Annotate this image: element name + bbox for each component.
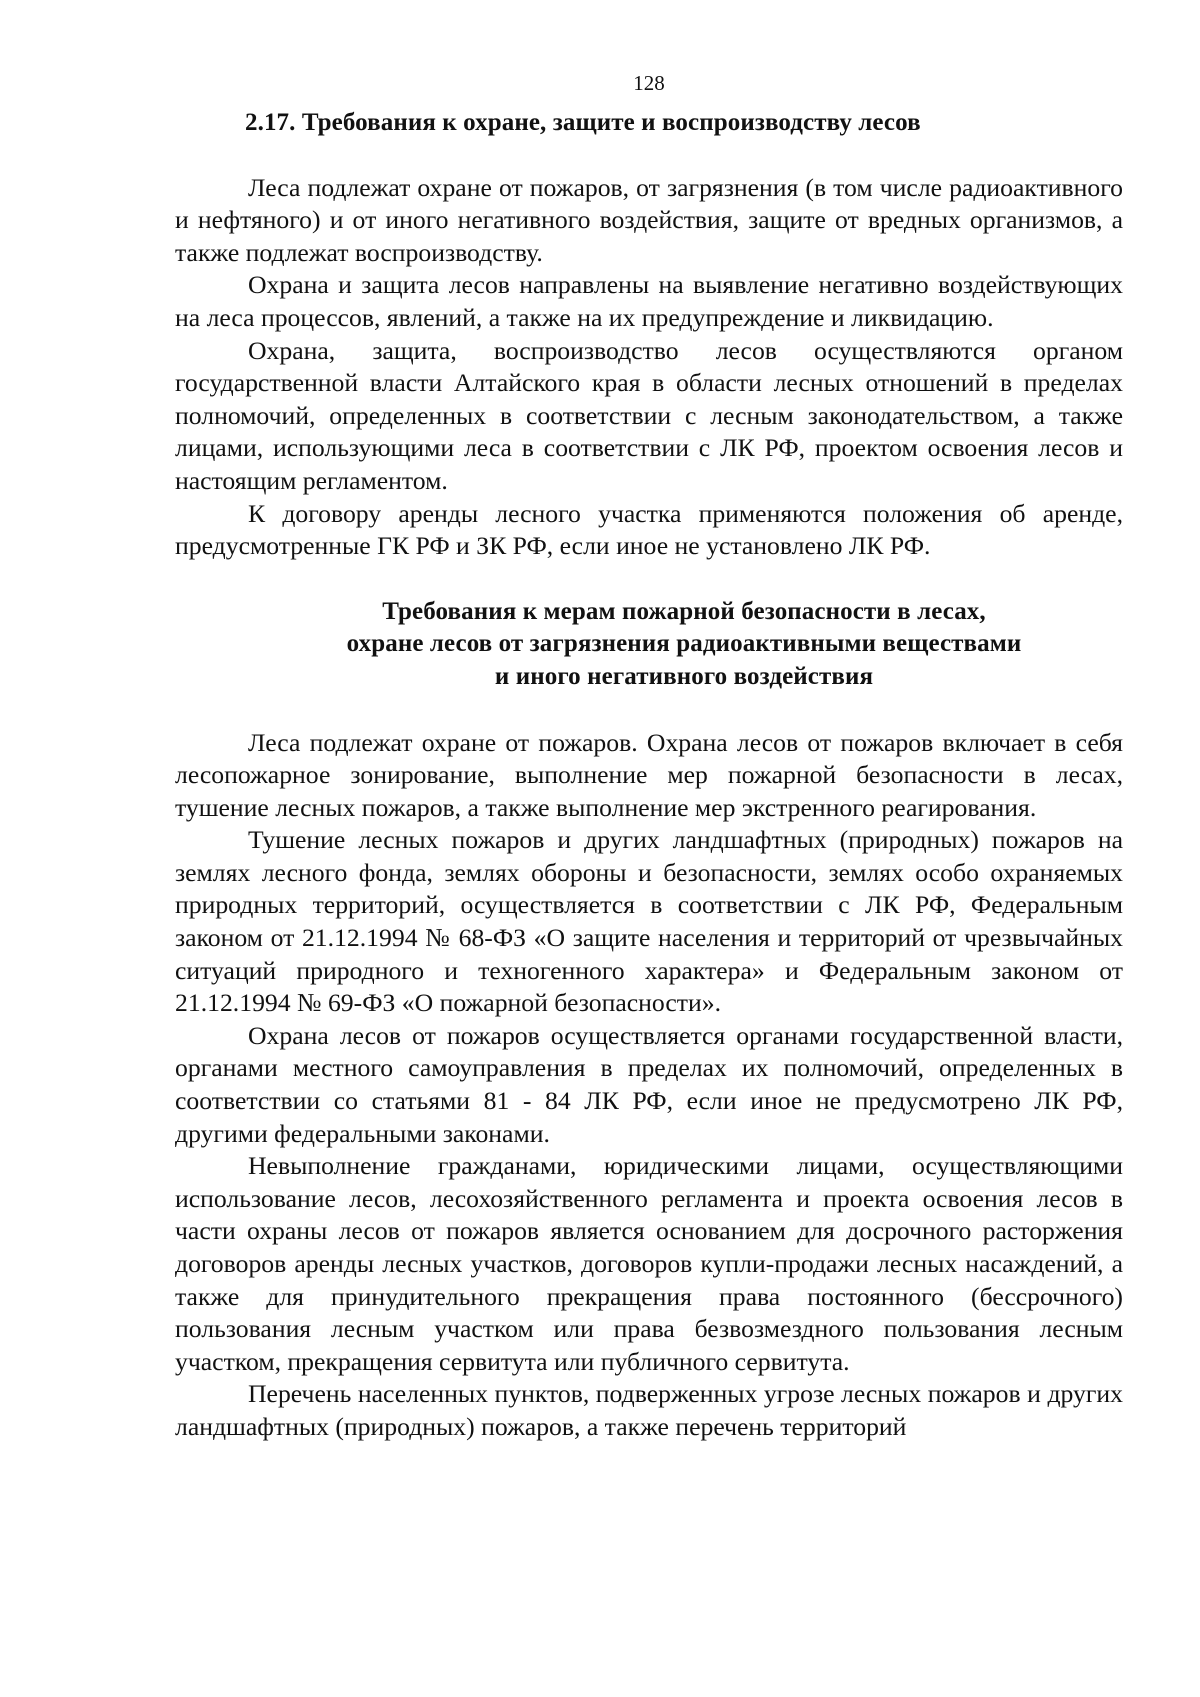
- page-number: 128: [633, 71, 665, 95]
- document-page: [175, 70, 1123, 1444]
- paragraph: Перечень населенных пунктов, подверженных угрозе лесных пожаров и других ландшафтных (природных) пожаров, а также перечень территорий: [175, 1379, 1123, 1441]
- paragraph: Тушение лесных пожаров и других ландшафтных (природных) пожаров на землях лесного фонда, землях обороны и безопасности, землях особо охраняемых природных территорий, осуществляется в соответствии с ЛК РФ, Федеральным законом от 21.12.1994 № 68-ФЗ «О защите населения и территорий от чрезвычайных ситуаций природного и техногенного характера» и Федеральным законом от 21.12.1994 № 69-ФЗ «О пожарной безопасности».: [175, 825, 1123, 1018]
- section-body: [175, 172, 1123, 563]
- spacer: [175, 140, 1123, 172]
- paragraph: Охрана, защита, воспроизводство лесов осуществляются органом государственной власти Алтайского края в области лесных отношений в пределах полномочий, определенных в соответствии с лесным законодательством, а также лицами, использующими леса в соответствии с ЛК РФ, проектом освоения лесов и настоящим регламентом.: [175, 335, 1123, 495]
- paragraph: Охрана лесов от пожаров осуществляется органами государственной власти, органами местного самоуправления в пределах их полномочий, определенных в соответствии со статьями 81 - 84 ЛК РФ, если иное не предусмотрено ЛК РФ, другими федеральными законами.: [175, 1020, 1123, 1148]
- section-title: 2.17. Требования к охране, защите и воспроизводству лесов: [245, 109, 921, 136]
- paragraph: Леса подлежат охране от пожаров. Охрана лесов от пожаров включает в себя лесопожарное зонирование, выполнение мер пожарной безопасности в лесах, тушение лесных пожаров, а также выполнение мер экстренного реагирования.: [175, 727, 1123, 822]
- subsection-body: [175, 727, 1123, 1444]
- paragraph: Охрана и защита лесов направлены на выявление негативно воздействующих на леса процессов, явлений, а также на их предупреждение и ликвидацию.: [175, 270, 1123, 332]
- subsection-title: [175, 596, 1123, 694]
- spacer: [175, 563, 1123, 596]
- paragraph: Леса подлежат охране от пожаров, от загрязнения (в том числе радиоактивного и нефтяного) и от иного негативного воздействия, защите от вредных организмов, а также подлежат воспроизводству.: [175, 172, 1123, 267]
- spacer: [175, 694, 1123, 727]
- subsection-title-line: и иного негативного воздействия: [494, 662, 874, 690]
- paragraph: К договору аренды лесного участка применяются положения об аренде, предусмотренные ГК РФ и ЗК РФ, если иное не установлено ЛК РФ.: [175, 498, 1123, 561]
- paragraph: Невыполнение гражданами, юридическими лицами, осуществляющими использование лесов, лесохозяйственного регламента и проекта освоения лесов в части охраны лесов от пожаров является основанием для досрочного расторжения договоров аренды лесных участков, договоров купли-продажи лесных насаждений, а также для принудительного прекращения права постоянного (бессрочного) пользования лесным участком или права безвозмездного пользования лесным участком, прекращения сервитута или публичного сервитута.: [175, 1151, 1123, 1376]
- subsection-title-line: охране лесов от загрязнения радиоактивными веществами: [346, 630, 1022, 658]
- subsection-title-line: Требования к мерам пожарной безопасности в лесах,: [382, 597, 986, 625]
